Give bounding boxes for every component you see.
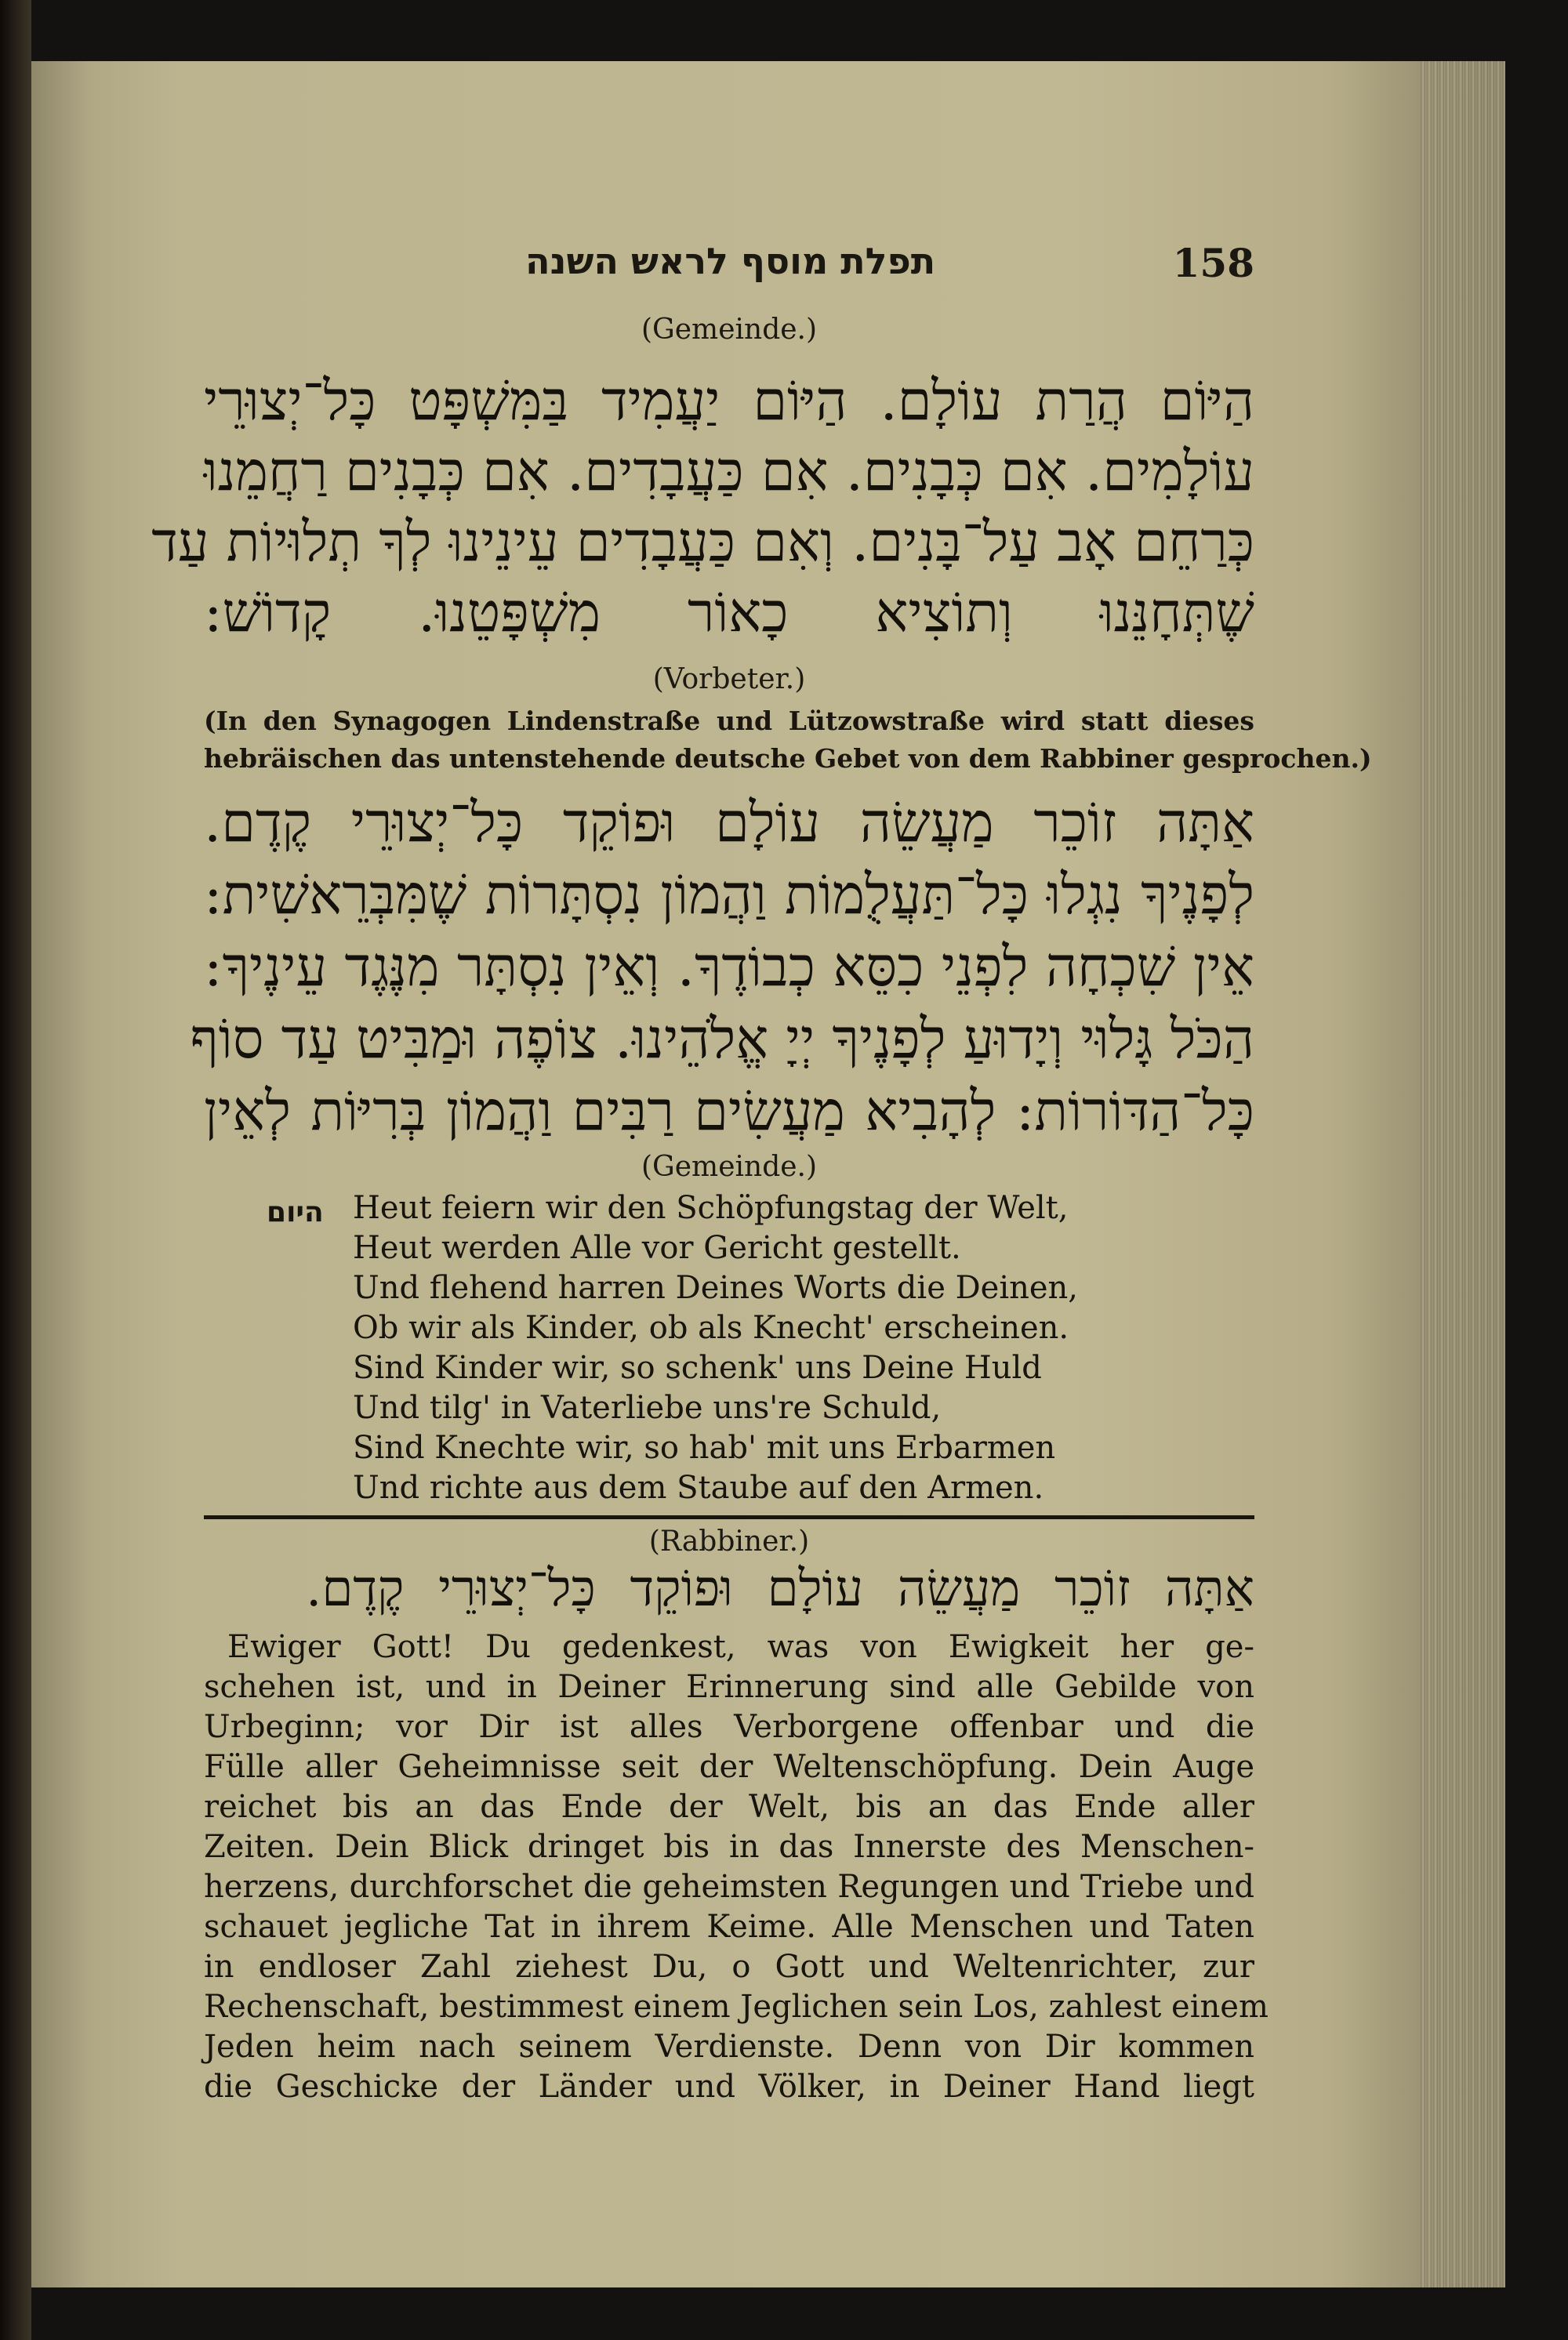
hebrew-line: כָּל־הַדּוֹרוֹת: לְהָבִיא מַעֲשִׂים רַבִּים וַהֲמוֹן בְּרִיּוֹת לְאֵין [204, 1079, 1254, 1143]
poem-line: Und tilg' in Vaterliebe uns're Schuld, [353, 1390, 942, 1426]
prose-line: Urbeginn; vor Dir ist alles Verborgene offenbar und die [204, 1709, 1254, 1745]
section-label-vorbeter: (Vorbeter.) [652, 663, 806, 695]
section-label-rabbiner: (Rabbiner.) [648, 1526, 810, 1558]
rubric-note: (In den Synagogen Lindenstraße und Lützowstraße wird statt dieses [204, 706, 1254, 736]
section-divider [204, 1515, 1254, 1519]
book-page [31, 61, 1505, 2287]
section-label-gemeinde-2: (Gemeinde.) [641, 1151, 818, 1183]
hebrew-line: לְפָנֶיךָ נִגְלוּ כָּל־תַּעֲלֻמוֹת וַהֲמוֹן נִסְתָּרוֹת שֶׁמִּבְּרֵאשִׁית: [204, 862, 1254, 927]
running-header [204, 240, 1254, 295]
rubric-note: hebräischen das untenstehende deutsche Gebet von dem Rabbiner gesprochen.) [204, 743, 1372, 774]
section-label-gemeinde: (Gemeinde.) [641, 314, 818, 346]
poem-line: Und richte aus dem Staube auf den Armen. [353, 1470, 1044, 1506]
poem-line: Sind Kinder wir, so schenk' uns Deine Huld [353, 1350, 1042, 1386]
prose-line: Zeiten. Dein Blick dringet bis in das Innerste des Menschen- [204, 1829, 1254, 1865]
hebrew-line: אַתָּה זוֹכֵר מַעֲשֵׂה עוֹלָם וּפוֹקֵד כָּל־יְצוּרֵי קֶדֶם. [306, 1560, 1254, 1618]
prose-line: Rechenschaft, bestimmest einem Jeglichen sein Los, zahlest einem [204, 1989, 1269, 2025]
hebrew-line: שֶׁתְּחָנֵּנוּ וְתוֹצִיא כָאוֹר מִשְׁפָּטֵנוּ. קָדוֹשׁ: [204, 580, 1254, 644]
hebrew-line: כְּרַחֵם אָב עַל־בָּנִים. וְאִם כַּעֲבָדִים עֵינֵינוּ לְךָ תְלוּיוֹת עַד [151, 510, 1254, 574]
poem-line: Heut feiern wir den Schöpfungstag der Welt, [353, 1190, 1069, 1226]
prose-line: schauet jegliche Tat in ihrem Keime. Alle Menschen und Taten [204, 1909, 1254, 1945]
poem-line: Ob wir als Kinder, ob als Knecht' erscheinen. [353, 1310, 1069, 1346]
prose-line: reichet bis an das Ende der Welt, bis an das Ende aller [204, 1789, 1254, 1825]
hebrew-line: אֵין שִׁכְחָה לִפְנֵי כִסֵּא כְבוֹדֶךָ. וְאֵין נִסְתָּר מִנֶּגֶד עֵינֶיךָ: [204, 934, 1254, 999]
book-gutter [0, 0, 31, 2340]
prose-line: Fülle aller Geheimnisse seit der Weltenschöpfung. Dein Auge [204, 1749, 1254, 1785]
prose-line: schehen ist, und in Deiner Erinnerung sind alle Gebilde von [204, 1669, 1254, 1705]
poem-line: Sind Knechte wir, so hab' mit uns Erbarmen [353, 1430, 1056, 1466]
prose-line: Jeden heim nach seinem Verdienste. Denn von Dir kommen [204, 2029, 1254, 2065]
prose-line: Ewiger Gott! Du gedenkest, was von Ewigkeit her ge- [227, 1629, 1254, 1665]
prose-line: die Geschicke der Länder und Völker, in Deiner Hand liegt [204, 2069, 1254, 2105]
poem-line: Und flehend harren Deines Worts die Deinen, [353, 1270, 1079, 1306]
header-title: תפלת מוסף לראש השנה [525, 240, 936, 282]
hebrew-line: הַיּוֹם הֲרַת עוֹלָם. הַיּוֹם יַעֲמִיד בַּמִּשְׁפָּט כָּל־יְצוּרֵי [204, 368, 1254, 433]
hebrew-line: אַתָּה זוֹכֵר מַעֲשֵׂה עוֹלָם וּפוֹקֵד כָּל־יְצוּרֵי קֶדֶם. [204, 790, 1254, 854]
page-fore-edge [1419, 61, 1505, 2287]
poem-line: Heut werden Alle vor Gericht gestellt. [353, 1230, 961, 1266]
prose-line: in endloser Zahl ziehest Du, o Gott und Weltenrichter, zur [204, 1949, 1254, 1985]
hebrew-line: עוֹלָמִים. אִם כְּבָנִים. אִם כַּעֲבָדִים. אִם כְּבָנִים רַחֲמֵנוּ [203, 439, 1254, 503]
hebrew-line: הַכֹּל גָּלוּי וְיָדוּעַ לְפָנֶיךָ יְיָ אֱלֹהֵינוּ. צוֹפֶה וּמַבִּיט עַד סוֹף [190, 1007, 1254, 1071]
poem-marker: היום [267, 1196, 324, 1228]
prose-line: herzens, durchforschet die geheimsten Regungen und Triebe und [204, 1869, 1254, 1905]
page-number: 158 [1172, 240, 1254, 286]
